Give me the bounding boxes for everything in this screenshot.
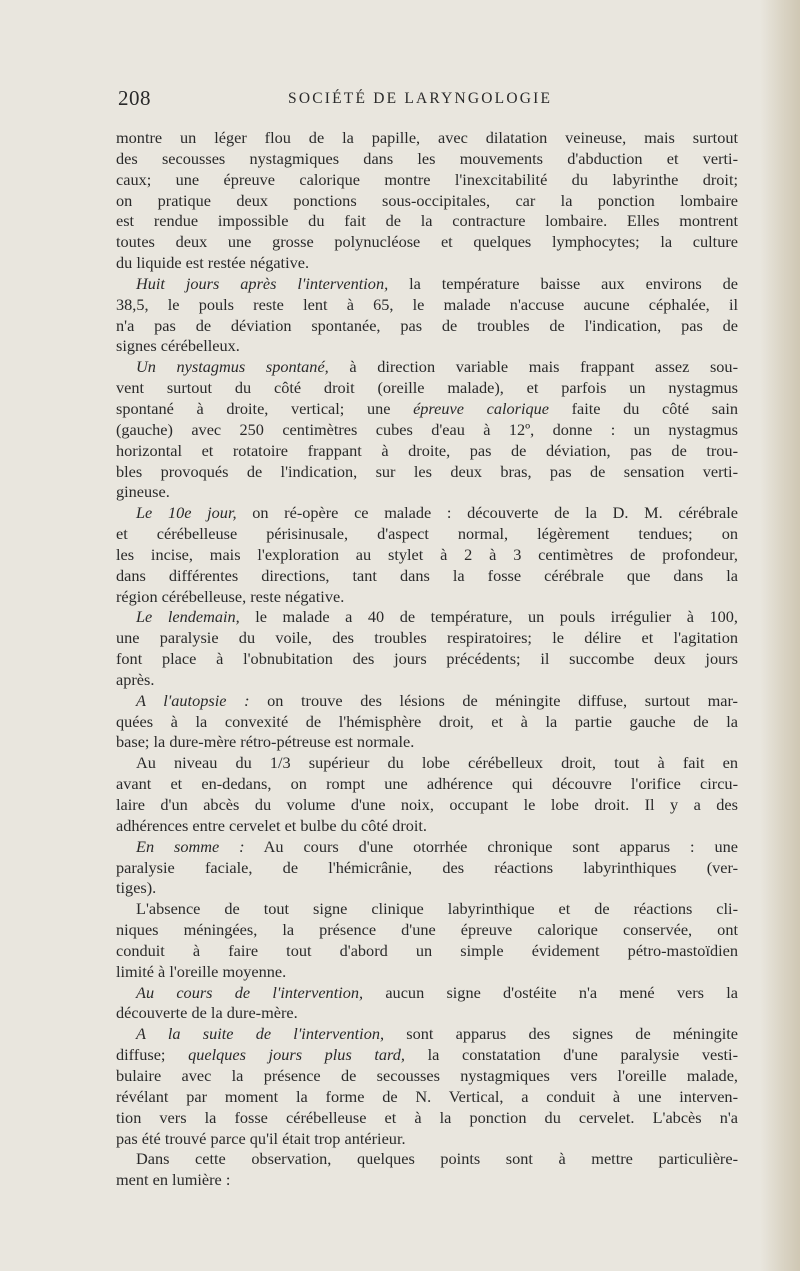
text-line [116,670,738,691]
text-line [116,878,738,899]
line-text: pas été trouvé parce qu'il était trop antérieur. [116,1128,406,1148]
text-line [116,545,738,566]
line-text: découverte de la dure-mère. [116,1003,298,1023]
line-text: est rendue impossible du fait de la contracture lombaire. Elles montrent [116,211,738,231]
text-line [116,462,738,483]
line-text: (gauche) avec 250 centimètres cubes d'eau à 12º, donne : un nystagmus [116,419,738,439]
text-line [116,962,738,983]
text-line [116,1149,738,1170]
line-text: aucun signe d'ostéite n'a mené vers la [363,982,738,1002]
line-text: base; la dure-mère rétro-pétreuse est normale. [116,732,415,752]
text-line [116,378,738,399]
text-line [116,295,738,316]
line-text: la température baisse aux environs de [388,273,738,293]
text-line [116,899,738,920]
line-italic-text: Le 10e jour, [136,503,237,523]
line-text: horizontal et rotatoire frappant à droite, pas de déviation, pas de trou- [116,440,738,460]
text-line [116,1129,738,1150]
line-text: dans différentes directions, tant dans la fosse cérébrale que dans la [116,565,738,585]
line-text: la constatation d'une paralysie vesti- [405,1045,738,1065]
text-line [116,253,738,274]
text-line [116,524,738,545]
text-line [116,128,738,149]
line-text-pre: spontané à droite, vertical; une [116,398,414,418]
text-line [116,837,738,858]
line-text: font place à l'obnubitation des jours précédents; il succombe deux jours [116,649,738,669]
text-line [116,336,738,357]
text-line [116,1066,738,1087]
text-line [116,420,738,441]
line-text: adhérences entre cervelet et bulbe du côté droit. [116,815,427,835]
page-number: 208 [118,86,151,110]
line-text: limité à l'oreille moyenne. [116,961,287,981]
text-line [116,1170,738,1191]
line-text: sont apparus des signes de méningite [384,1024,738,1044]
text-line [116,774,738,795]
line-text: n'a pas de déviation spontanée, pas de troubles de l'indication, pas de [116,315,738,335]
line-text: le malade a 40 de température, un pouls irrégulier à 100, [239,607,738,627]
text-line [116,482,738,503]
line-text: montre un léger flou de la papille, avec dilatation veineuse, mais surtout [116,128,738,147]
line-text: une paralysie du voile, des troubles respiratoires; le délire et l'agitation [116,628,738,648]
text-line [116,628,738,649]
text-line [116,795,738,816]
running-head: SOCIÉTÉ DE LARYNGOLOGIE [288,90,553,107]
line-italic-text: A la suite de l'intervention, [136,1024,385,1044]
text-line [116,1087,738,1108]
line-text: Au cours d'une otorrhée chronique sont apparus : une [244,836,738,856]
line-text: des secousses nystagmiques dans les mouvements d'abduction et verti- [116,148,738,168]
line-text: Dans cette observation, quelques points sont à mettre particulière- [136,1149,738,1169]
line-text: avant et en-dedans, on rompt une adhérence qui découvre l'orifice circu- [116,774,738,794]
text-line [116,191,738,212]
text-line [116,1045,738,1066]
line-text: bulaire avec la présence de secousses nystagmiques vers l'oreille malade, [116,1065,738,1085]
line-italic-text: Un nystagmus spontané, [136,357,329,377]
text-line [116,712,738,733]
text-line [116,503,738,524]
line-text: ment en lumière : [116,1170,231,1190]
line-text: quées à la convexité de l'hémisphère droit, et à la partie gauche de la [116,711,738,731]
text-line [116,316,738,337]
page-header [118,86,738,110]
line-text: du liquide est restée négative. [116,253,310,273]
line-text: on pratique deux ponctions sous-occipitales, car la ponction lombaire [116,190,738,210]
text-line [116,170,738,191]
text-line [116,983,738,1004]
text-line [116,607,738,628]
text-line [116,691,738,712]
line-text: on ré-opère ce malade : découverte de la D. M. cérébrale [236,503,738,523]
line-text: bles provoqués de l'indication, sur les deux bras, pas de sensation verti- [116,461,738,481]
line-text: vent surtout du côté droit (oreille malade), et parfois un nystagmus [116,378,738,398]
text-line [116,211,738,232]
line-text: tiges). [116,878,157,898]
line-text: on trouve des lésions de méningite diffuse, surtout mar- [249,690,738,710]
line-text: toutes deux une grosse polynucléose et quelques lymphocytes; la culture [116,232,738,252]
text-line [116,441,738,462]
line-text: conduit à faire tout d'abord un simple évidement pétro-mastoïdien [116,940,738,960]
line-text: L'absence de tout signe clinique labyrinthique et de réactions cli- [136,899,738,919]
text-line [116,399,738,420]
line-text: à direction variable mais frappant assez sou- [328,357,738,377]
text-line [116,1024,738,1045]
line-italic-text: Huit jours après l'intervention, [136,273,389,293]
line-text: signes cérébelleux. [116,336,240,356]
line-text: Au niveau du 1/3 supérieur du lobe cérébelleux droit, tout à fait en [136,753,738,773]
text-line [116,649,738,670]
text-line [116,232,738,253]
line-text: les incise, mais l'exploration au stylet à 2 à 3 centimètres de profondeur, [116,544,738,564]
line-text: laire d'un abcès du volume d'une noix, occupant le lobe droit. Il y a des [116,795,738,814]
line-text: 38,5, le pouls reste lent à 65, le malade n'accuse aucune céphalée, il [116,294,738,314]
body-text [116,128,738,1191]
line-italic-text: Au cours de l'intervention, [136,982,364,1002]
line-italic-text: En somme : [136,836,245,856]
line-text: région cérébelleuse, reste négative. [116,586,345,606]
text-line [116,858,738,879]
line-italic-text: A l'autopsie : [136,690,250,710]
line-text-pre: diffuse; [116,1045,189,1065]
line-text: tion vers la fosse cérébelleuse et à la ponction du cervelet. L'abcès n'a [116,1107,738,1127]
line-text: niques méningées, la présence d'une épreuve calorique conservée, ont [116,920,738,940]
line-text: révélant par moment la forme de N. Vertical, a conduit à une interven- [116,1086,738,1106]
line-text: caux; une épreuve calorique montre l'inexcitabilité du labyrinthe droit; [116,169,738,189]
line-text: et cérébelleuse périsinusale, d'aspect normal, légèrement tendues; on [116,524,738,544]
text-line [116,732,738,753]
line-text: paralysie faciale, de l'hémicrânie, des réactions labyrinthiques (ver- [116,857,738,877]
line-text: faite du côté sain [549,398,739,418]
text-line [116,753,738,774]
text-line [116,941,738,962]
line-italic-text: quelques jours plus tard, [188,1045,405,1065]
text-line [116,357,738,378]
page-edge-shadow [760,0,800,1271]
line-italic-text: épreuve calorique [413,398,549,418]
line-text: après. [116,669,155,689]
text-line [116,149,738,170]
text-line [116,274,738,295]
text-line [116,920,738,941]
text-line [116,1003,738,1024]
text-line [116,587,738,608]
line-italic-text: Le lendemain, [136,607,240,627]
text-line [116,1108,738,1129]
text-line [116,566,738,587]
line-text: gineuse. [116,482,170,502]
text-line [116,816,738,837]
